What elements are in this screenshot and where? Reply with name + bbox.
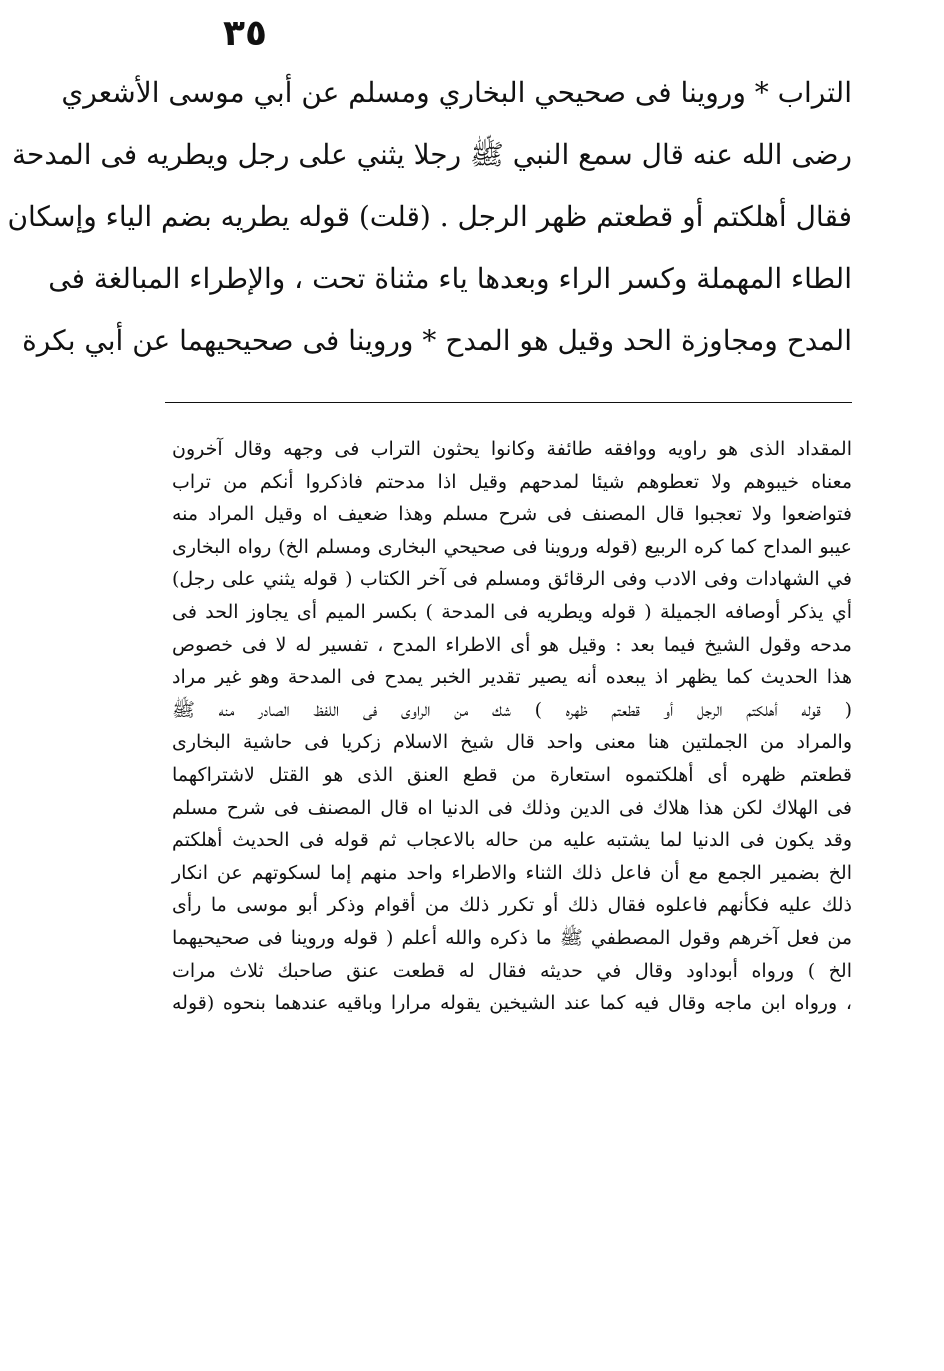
commentary-line: ، ورواه ابن ماجه وقال فيه كما عند الشيخين يقوله مرارا وباقيه عندهما بنحوه (قوله <box>172 992 852 1015</box>
commentary-line: من فعل آخرهم وقول المصطفي ﷺ ما ذكره والله أعلم ( قوله وروينا فى صحيحيهما <box>172 926 852 949</box>
commentary-line: الخ بضمير الجمع مع أن فاعل ذلك الثناء والاطراء واحد منهم إما لسكوتهم عن انكار <box>172 861 852 884</box>
commentary-line: فتواضعوا ولا تعجبوا قال المصنف فى شرح مسلم وهذا ضعيف اه وقيل المراد منه <box>172 503 852 526</box>
commentary-line: وقد يكون فى الدنيا لما يشتبه عليه من حاله بالاعجاب ثم قوله فى الحديث أهلكتم <box>172 829 852 852</box>
main-text-line: رضى الله عنه قال سمع النبي ﷺ رجلا يثني على رجل ويطريه فى المدحة <box>12 138 852 171</box>
main-text-line: التراب * وروينا فى صحيحي البخاري ومسلم عن أبي موسى الأشعري <box>61 76 852 109</box>
commentary-line: المقداد الذى هو راويه ووافقه طائفة وكانوا يحثون التراب فى وجهه وقال آخرون <box>172 438 852 460</box>
commentary-line: ذلك عليه فكأنهم فاعلوه فقال ذلك أو تكرر ذلك من أقوام وذكر أبو موسى ما رأى <box>172 894 852 917</box>
main-text <box>7 62 852 372</box>
main-text-line: المدح ومجاوزة الحد وقيل هو المدح * وروينا فى صحيحيهما عن أبي بكرة <box>22 324 852 357</box>
commentary-line: معناه خيبوهم ولا تعطوهم شيئا لمدحهم وقيل اذا مدحتم فاذكروا أنكم من تراب <box>172 470 852 493</box>
commentary-line: فى الهلاك لكن هذا هلاك فى الدين وذلك فى الدنيا اه قال المصنف فى شرح مسلم <box>172 796 852 819</box>
commentary-line: هذا الحديث كما يظهر اذ يبعده أنه يصير تقدير الخبر يمدح فى المدحة وهو غير مراد <box>172 666 852 689</box>
main-text-line: الطاء المهملة وكسر الراء وبعدها ياء مثناة تحت ، والإطراء المبالغة فى <box>48 262 852 295</box>
commentary-line: الخ ) ورواه أبوداود وقال في حديثه فقال له قطعت عنق صاحبك ثلاث مرات <box>172 959 852 982</box>
commentary-text <box>172 433 852 1020</box>
commentary-line: ( قوله أهلكتم الرجل أو قطعتم ظهره ) شك من الراوى فى اللفظ الصادر منه ﷺ <box>172 698 852 721</box>
commentary-line: قطعتم ظهره أى أهلكتموه استعارة من قطع العنق الذى هو القتل لاشتراكهما <box>172 763 852 786</box>
main-text-line: فقال أهلكتم أو قطعتم ظهر الرجل . (قلت) قوله يطريه بضم الياء وإسكان <box>7 200 852 233</box>
page-number: ٣٥ <box>223 13 267 54</box>
commentary-line: أي يذكر أوصافه الجميلة ( قوله ويطريه فى المدحة ) بكسر الميم أى يجاوز الحد فى <box>172 600 852 623</box>
commentary-line: في الشهادات وفى الادب وفى الرقائق ومسلم فى آخر الكتاب ( قوله يثني على رجل) <box>172 568 852 591</box>
footnote-divider <box>165 402 852 403</box>
commentary-line: عيبو المداح كما كره الربيع (قوله وروينا فى صحيحي البخارى ومسلم الخ) رواه البخارى <box>172 535 852 558</box>
commentary-line: والمراد من الجملتين هنا معنى واحد قال شيخ الاسلام زكريا فى حاشية البخارى <box>172 731 852 754</box>
commentary-line: مدحه وقول الشيخ فيما بعد : وقيل هو أى الاطراء المدح ، تفسير له لا فى خصوص <box>172 633 852 656</box>
